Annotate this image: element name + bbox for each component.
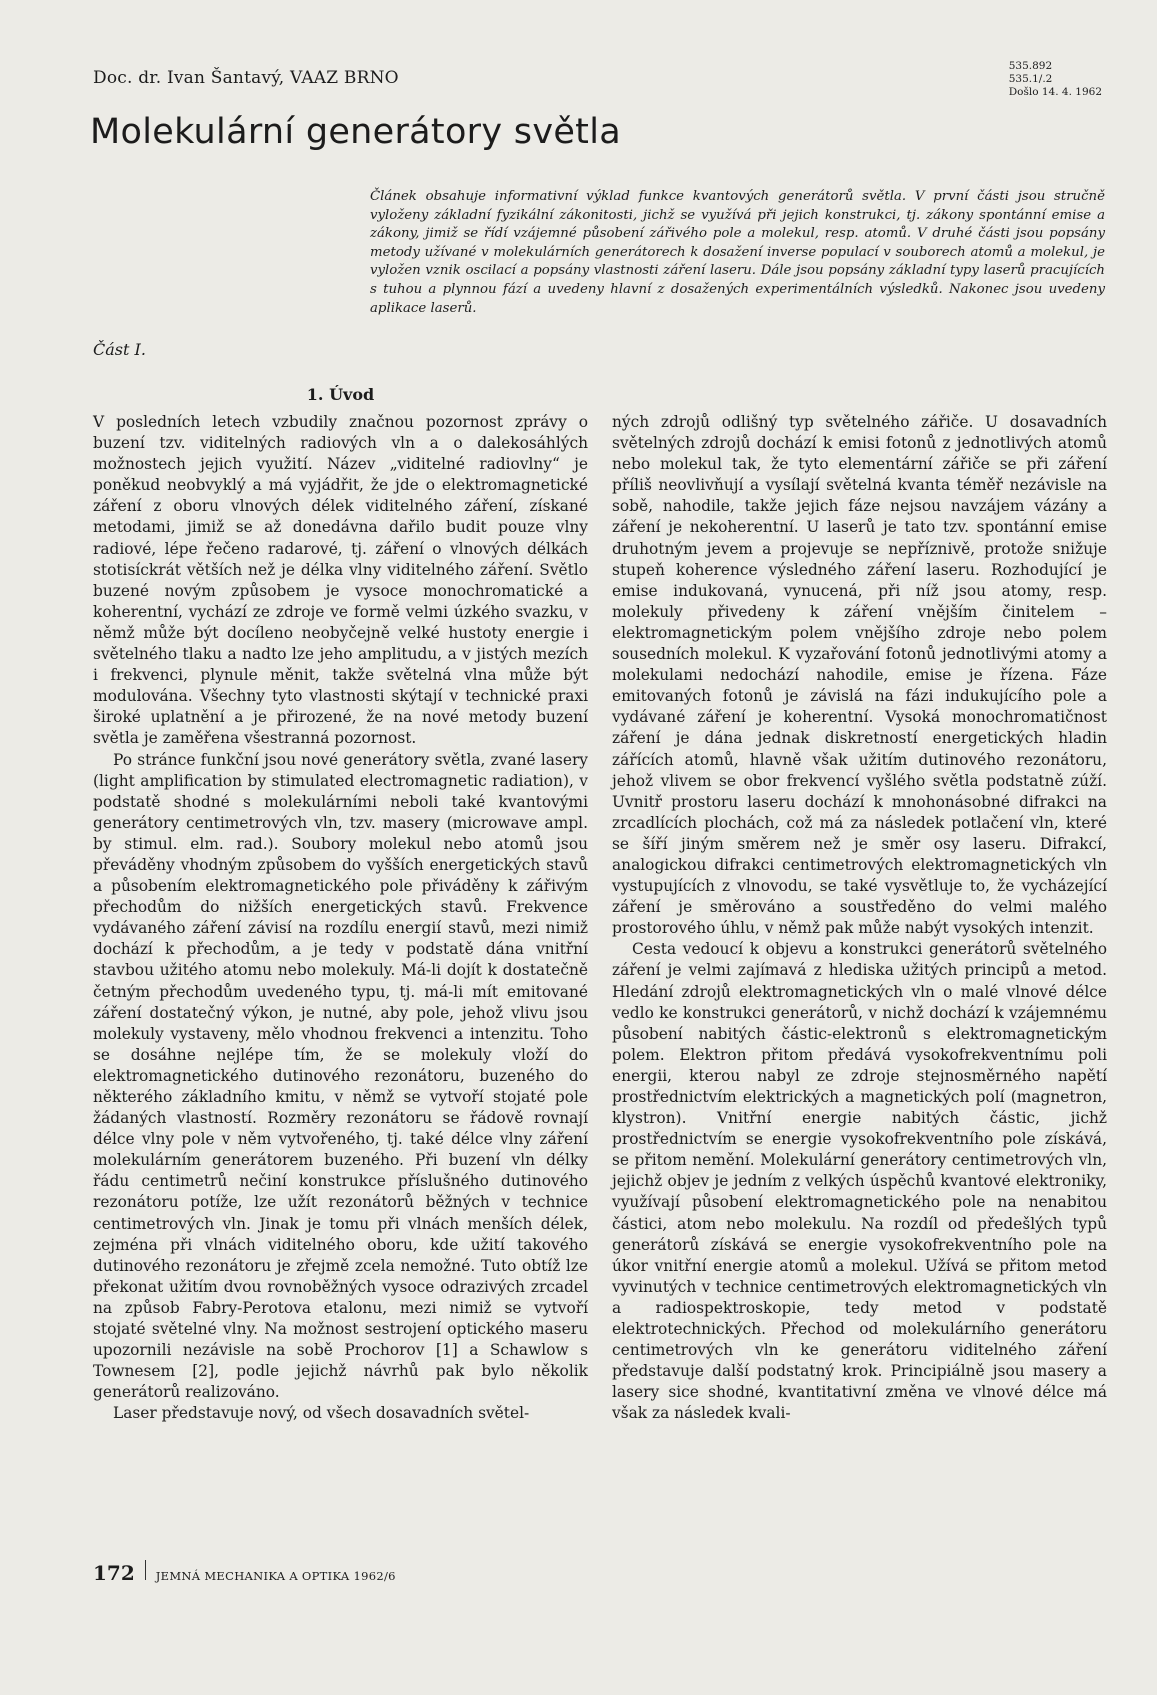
left-column xyxy=(93,412,588,1425)
paragraph: ných zdrojů odlišný typ světelného zářiče. U dosavadních světelných zdrojů dochází k emisi fotonů z jednotlivých atomů nebo molekul tak, že tyto elementární zářiče se při záření příliš neovlivňují a vysílají světelná kvanta téměř nezávisle na sobě, nahodile, takže jejich fáze nejsou navzájem vázány a záření je nekoherentní. U laserů je tato tzv. spontánní emise druhotným jevem a projevuje se nepříznivě, protože snižuje stupeň koherence výsledného záření laseru. Rozhodující je emise indukovaná, vynucená, při níž jsou atomy, resp. molekuly přivedeny k záření vnějším činitelem – elektromagnetickým polem vnějšího zdroje nebo polem sousedních molekul. K vyzařování fotonů jednotlivými atomy a molekulami nedochází nahodile, emise je řízena. Fáze emitovaných fotonů je závislá na fázi indukujícího pole a vydávané záření je koherentní. Vysoká monochromatičnost záření je dána jednak diskretností energetických hladin zářících atomů, hlavně však užitím dutinového rezonátoru, jehož vlivem se obor frekvencí vyšlého světla podstatně zúží. Uvnitř prostoru laseru dochází k mnohonásobné difrakci na zrcadlících plochách, což má za následek potlačení vln, které se šíří jiným směrem než je směr osy laseru. Difrakcí, analogickou difrakci centimetrových elektromagnetických vln vystupujících z vlnovodu, se také vysvětluje to, že vycházející záření je směrováno a soustředěno do velmi malého prostorového úhlu, v němž pak může nabýt vysokých intenzit. xyxy=(612,413,1107,938)
paragraph: V posledních letech vzbudily značnou pozornost zprávy o buzení tzv. viditelných radiových vln a o dalekosáhlých možnostech jejich využití. Název „viditelné radiovlny“ je poněkud neobvyklý a má vyjádřit, že jde o elektromagnetické záření z oboru vlnových délek viditelného záření, získané metodami, jimiž se až donedávna dařilo budit pouze vlny radiové, lépe řečeno radarové, tj. záření o vlnových délkách stotisíckrát větších než je délka vlny viditelného záření. Světlo buzené novým způsobem je vysoce monochromatické a koherentní, vychází ze zdroje ve formě velmi úzkého svazku, v němž může být docíleno neobyčejně velké hustoty energie i světelného tlaku a nadto lze jeho amplitudu, a v jistých mezích i frekvenci, plynule měnit, takže světelná vlna může být modulována. Všechny tyto vlastnosti skýtají v technické praxi široké uplatnění a je přirozené, že na nové metody buzení světla je zaměřena všestranná pozornost. xyxy=(93,413,588,748)
part-label: Část I. xyxy=(93,340,146,359)
page-number: 172 xyxy=(93,1561,135,1585)
udc-code-2: 535.1/.2 xyxy=(1008,73,1053,85)
received-date: Došlo 14. 4. 1962 xyxy=(1008,86,1102,98)
right-column xyxy=(612,412,1107,1425)
article-abstract: Článek obsahuje informativní výklad funkce kvantových generátorů světla. V první části jsou stručně vyloženy základní fyzikální zákonitosti, jichž se využívá při jejich konstrukci, tj. zákony spontánní emise a zákony, jimiž se řídí vzájemné působení zářivého pole a molekul, resp. atomů. V druhé části jsou popsány metody užívané v molekulárních generátorech k dosažení inverse populací v souborech atomů a molekul, je vyložen vznik oscilací a popsány vlastnosti záření laseru. Dále jsou popsány základní typy laserů pracujících s tuhou a plynnou fází a uvedeny hlavní z dosažených experimentálních výsledků. Nakonec jsou uvedeny aplikace laserů. xyxy=(370,189,1105,316)
section-heading: 1. Úvod xyxy=(306,385,375,404)
udc-code-1: 535.892 xyxy=(1008,60,1053,72)
author-line: Doc. dr. Ivan Šantavý, VAAZ BRNO xyxy=(93,68,399,88)
article-title: Molekulární generátory světla xyxy=(90,112,621,152)
paragraph: Po stránce funkční jsou nové generátory světla, zvané lasery (light amplification by stimulated electromagnetic radiation), v podstatě shodné s molekulárními neboli také kvantovými generátory centimetrových vln, tzv. masery (microwave ampl. by stimul. elm. rad.). Soubory molekul nebo atomů jsou převáděny vhodným způsobem do vyšších energetických stavů a působením elektromagnetického pole přiváděny k zářivým přechodům do nižších energetických stavů. Frekvence vydávaného záření závisí na rozdílu energií stavů, mezi nimiž dochází k přechodům, a je tedy v podstatě dána vnitřní stavbou užitého atomu nebo molekuly. Má-li dojít k dostatečně četným přechodům uvedeného typu, tj. má-li mít emitované záření dostatečný výkon, je nutné, aby pole, jehož vlivu jsou molekuly vystaveny, mělo vhodnou frekvenci a intenzitu. Toho se dosáhne nejlépe tím, že se molekuly vloží do elektromagnetického dutinového rezonátoru, buzeného do některého základního kmitu, v němž se vytvoří stojaté pole žádaných vlastností. Rozměry rezonátoru se řádově rovnají délce vlny pole v něm vytvořeného, tj. také délce vlny záření molekulárním generátorem buzeného. Při buzení vln délky řádu centimetrů nečiní konstrukce příslušného dutinového rezonátoru potíže, lze užít rezonátorů běžných v technice centimetrových vln. Jinak je tomu při vlnách menších délek, zejména při vlnách viditelného oboru, kde užití takového dutinového rezonátoru je zřejmě zcela nemožné. Tuto obtíž lze překonat užitím dvou rovnoběžných vysoce odrazivých zrcadel na způsob Fabry-Perotova etalonu, mezi nimiž se vytvoří stojaté světelné vlny. Na možnost sestrojení optického maseru upozornili nezávisle na sobě Prochorov [1] a Schawlow s Townesem [2], podle jejichž návrhů pak bylo několik generátorů realizováno. xyxy=(93,750,588,1402)
journal-name: JEMNÁ MECHANIKA A OPTIKA 1962/6 xyxy=(155,1569,396,1583)
classification-block xyxy=(1009,60,1102,99)
paragraph: Cesta vedoucí k objevu a konstrukci generátorů světelného záření je velmi zajímavá z hlediska užitých principů a metod. Hledání zdrojů elektromagnetických vln o malé vlnové délce vedlo ke konstrukci generátorů, v nichž dochází k vzájemnému působení nabitých částic-elektronů s elektromagnetickým polem. Elektron přitom předává vysokofrekventnímu poli energii, kterou nabyl ze zdroje stejnosměrného napětí prostřednictvím elektrických a magnetických polí (magnetron, klystron). Vnitřní energie nabitých částic, jichž prostřednictvím se energie vysokofrekventního pole získává, se přitom nemění. Molekulární generátory centimetrových vln, jejichž objev je jedním z velkých úspěchů kvantové elektroniky, využívají působení elektromagnetického pole na nenabitou částici, atom nebo molekulu. Na rozdíl od předešlých typů generátorů získává se energie vysokofrekventního pole na úkor vnitřní energie atomů a molekul. Užívá se přitom metod vyvinutých v technice centimetrových elektromagnetických vln a radiospektroskopie, tedy metod v podstatě elektrotechnických. Přechod od molekulárního generátoru centimetrových vln ke generátoru viditelného záření představuje další podstatný krok. Principiálně jsou masery a lasery sice shodné, kvantitativní změna ve vlnové délce má však za následek kvali- xyxy=(612,940,1107,1423)
footer-divider xyxy=(145,1560,146,1580)
paragraph: Laser představuje nový, od všech dosavadních světel- xyxy=(113,1404,530,1423)
page-footer xyxy=(93,1560,396,1585)
